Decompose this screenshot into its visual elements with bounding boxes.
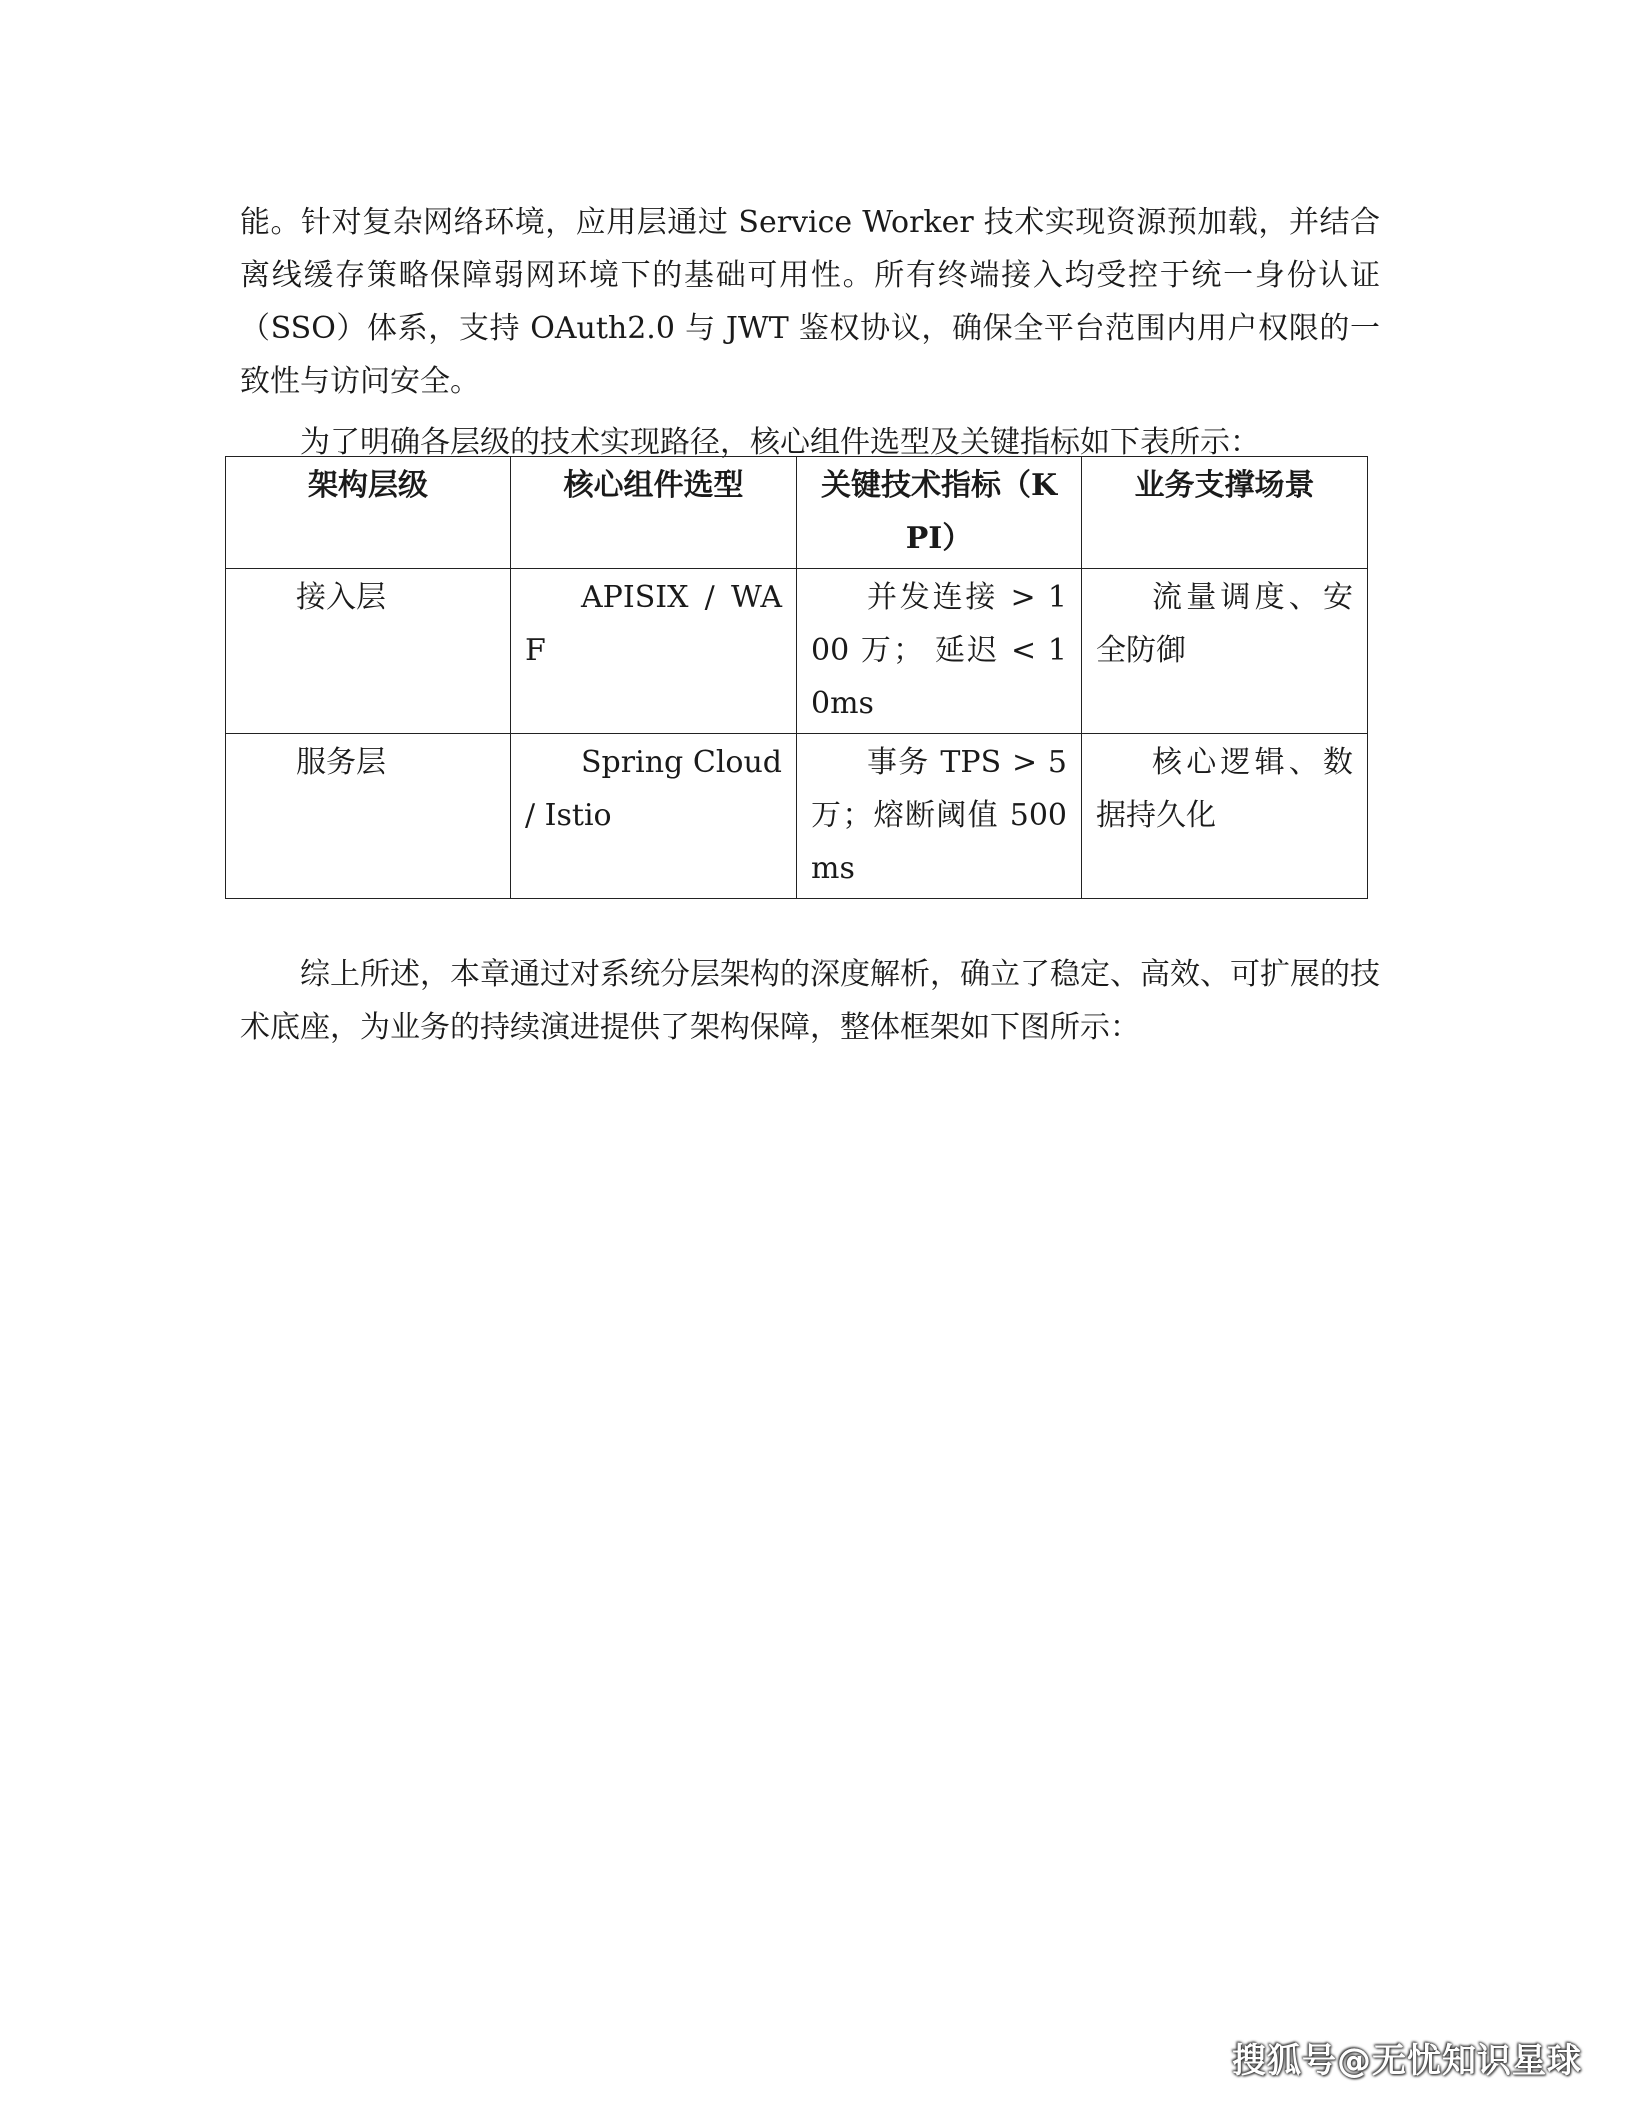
architecture-kpi-table bbox=[225, 456, 1368, 899]
table-header-cell: 架构层级 bbox=[226, 457, 511, 569]
table-header-cell: 核心组件选型 bbox=[511, 457, 797, 569]
table-cell: 接入层 bbox=[226, 569, 511, 734]
table-cell: 流量调度、安全防御 bbox=[1082, 569, 1368, 734]
table-cell: 服务层 bbox=[226, 734, 511, 899]
table-cell: Spring Cloud / Istio bbox=[511, 734, 797, 899]
paragraph-conclusion: 综上所述，本章通过对系统分层架构的深度解析，确立了稳定、高效、可扩展的技术底座，为业务的持续演进提供了架构保障，整体框架如下图所示： bbox=[240, 957, 1380, 1045]
table-cell: APISIX / WAF bbox=[511, 569, 797, 734]
table-cell: 事务 TPS > 5 万；熔断阈值 500ms bbox=[797, 734, 1082, 899]
table-header-cell: 关键技术指标（KPI） bbox=[797, 457, 1082, 569]
paragraph-table-intro: 为了明确各层级的技术实现路径，核心组件选型及关键指标如下表所示： bbox=[300, 425, 1260, 460]
table-header-row bbox=[226, 457, 1368, 569]
table-row bbox=[226, 569, 1368, 734]
table-cell: 并发连接 > 100 万； 延迟 < 10ms bbox=[797, 569, 1082, 734]
table-row bbox=[226, 734, 1368, 899]
table-header-cell: 业务支撑场景 bbox=[1082, 457, 1368, 569]
watermark: 搜狐号@无忧知识星球 bbox=[1232, 2041, 1582, 2081]
paragraph-intro-continuation: 能。针对复杂网络环境，应用层通过 Service Worker 技术实现资源预加载，并结合离线缓存策略保障弱网环境下的基础可用性。所有终端接入均受控于统一身份认证（SSO）体系，支持 OAuth2.0 与 JWT 鉴权协议，确保全平台范围内用户权限的一致性与访问安全。 bbox=[240, 205, 1380, 399]
table-cell: 核心逻辑、数据持久化 bbox=[1082, 734, 1368, 899]
